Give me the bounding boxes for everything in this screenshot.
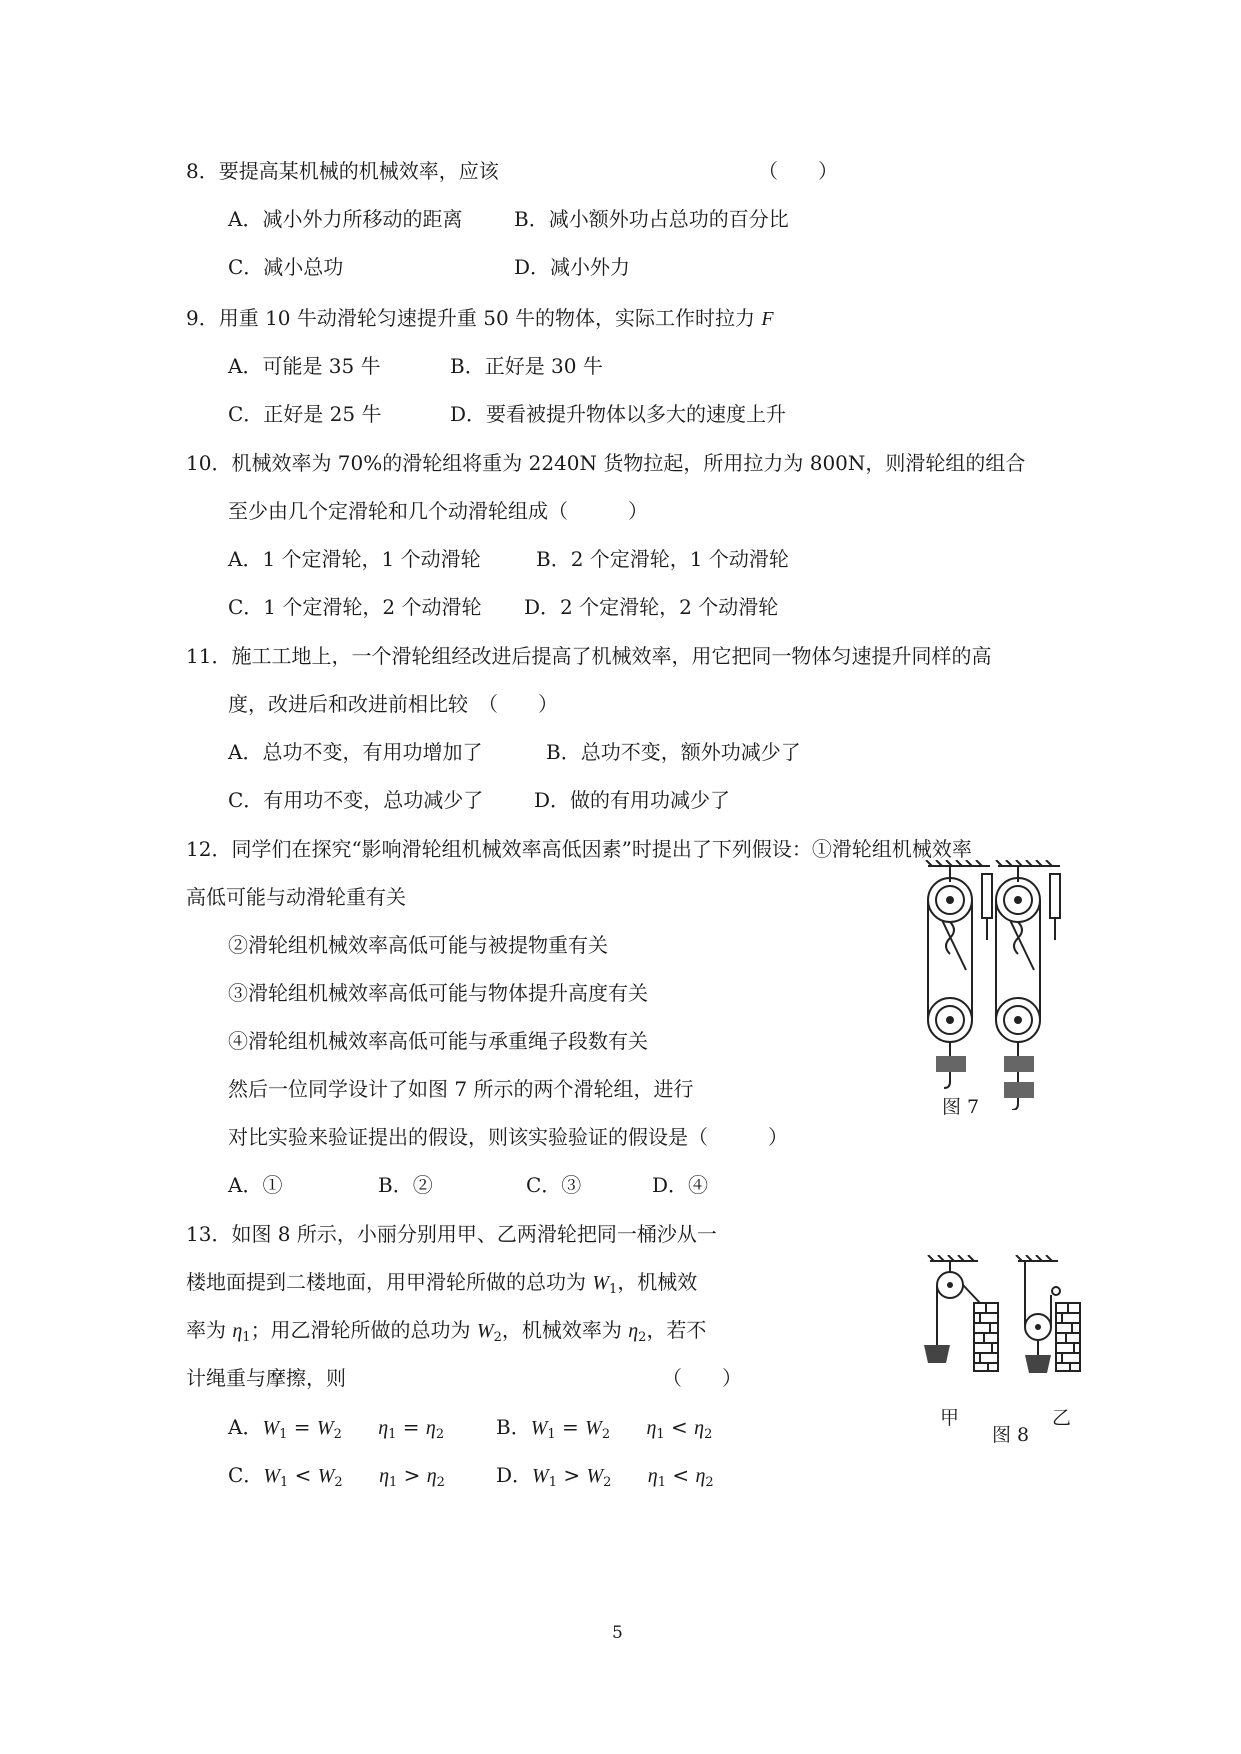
q12-option-d: D．④ <box>652 1173 709 1197</box>
q8-stem: 8．要提高某机械的机械效率，应该 <box>186 159 499 183</box>
q13-stem-line1: 13．如图 8 所示，小丽分别用甲、乙两滑轮把同一桶沙从一 <box>186 1222 717 1246</box>
figure-7-caption: 图 7 <box>942 1096 980 1118</box>
q12-option-a: A．① <box>228 1173 283 1197</box>
q13-option-a: A．$W_1 = W_2$ $\eta_1 = \eta_2$ <box>228 1415 445 1442</box>
figure-8-pulleys <box>900 1255 1100 1415</box>
q11-option-c: C．有用功不变，总功减少了 <box>228 788 484 812</box>
q12-option-b: B．② <box>378 1173 433 1197</box>
q11-option-d: D．做的有用功减少了 <box>534 788 731 812</box>
q10-stem-line2: 至少由几个定滑轮和几个动滑轮组成（ ） <box>228 499 648 523</box>
q8-option-a: A．减小外力所移动的距离 <box>228 207 463 231</box>
q8-option-b: B．减小额外功占总功的百分比 <box>514 207 789 231</box>
q9-option-b: B．正好是 30 牛 <box>450 354 603 378</box>
q12-stem-line2: 高低可能与动滑轮重有关 <box>186 885 406 909</box>
q12-hypothesis-3: ③滑轮组机械效率高低可能与物体提升高度有关 <box>228 981 648 1005</box>
q11-option-a: A．总功不变，有用功增加了 <box>228 740 483 764</box>
q8-option-d: D．减小外力 <box>514 255 631 279</box>
figure-8-caption: 图 8 <box>992 1424 1030 1446</box>
q12-tail-line1: 然后一位同学设计了如图 7 所示的两个滑轮组，进行 <box>228 1077 694 1101</box>
q11-stem-line2: 度，改进后和改进前相比较 （ ） <box>228 692 558 716</box>
fig7-right-pulley-set <box>996 860 1060 1110</box>
q13-stem-line3: 率为 $\eta_1$；用乙滑轮所做的总功为 $W_2$，机械效率为 $\eta_2$，若不 <box>186 1318 707 1345</box>
q10-option-c: C．1 个定滑轮，2 个动滑轮 <box>228 595 482 619</box>
q13-option-b: B．$W_1 = W_2$ $\eta_1 < \eta_2$ <box>496 1415 713 1442</box>
q9-option-a: A．可能是 35 牛 <box>228 354 381 378</box>
q11-option-b: B．总功不变，额外功减少了 <box>546 740 801 764</box>
q12-hypothesis-4: ④滑轮组机械效率高低可能与承重绳子段数有关 <box>228 1029 648 1053</box>
q10-stem-line1: 10．机械效率为 70%的滑轮组将重为 2240N 货物拉起，所用拉力为 800N，则滑轮组的组合 <box>186 451 1026 475</box>
q12-hypothesis-2: ②滑轮组机械效率高低可能与被提物重有关 <box>228 933 608 957</box>
q9-stem: 9．用重 10 牛动滑轮匀速提升重 50 牛的物体，实际工作时拉力 F <box>186 306 774 330</box>
q13-stem-line2: 楼地面提到二楼地面，用甲滑轮所做的总功为 $W_1$，机械效 <box>186 1270 698 1297</box>
q13-option-c: C．$W_1 < W_2$ $\eta_1 > \eta_2$ <box>228 1463 445 1490</box>
q10-option-a: A．1 个定滑轮，1 个动滑轮 <box>228 547 481 571</box>
fig8-yi-movable-pulley <box>1016 1255 1080 1373</box>
q9-option-d: D．要看被提升物体以多大的速度上升 <box>450 402 787 426</box>
q13-option-d: D．$W_1 > W_2$ $\eta_1 < \eta_2$ <box>496 1463 714 1490</box>
q13-stem-line4: 计绳重与摩擦，则 <box>186 1366 346 1390</box>
figure-7-pulley-systems <box>920 860 1070 1110</box>
q11-stem-line1: 11．施工工地上，一个滑轮组经改进后提高了机械效率，用它把同一物体匀速提升同样的高 <box>186 644 992 668</box>
fig8-jia-fixed-pulley <box>924 1255 998 1371</box>
q8-bracket: （ ） <box>758 159 838 183</box>
force-symbol: F <box>761 308 774 330</box>
page-number: 5 <box>612 1623 623 1643</box>
q10-option-b: B．2 个定滑轮，1 个动滑轮 <box>536 547 789 571</box>
q12-tail-line2: 对比实验来验证提出的假设，则该实验验证的假设是（ ） <box>228 1125 788 1149</box>
q10-option-d: D．2 个定滑轮，2 个动滑轮 <box>524 595 779 619</box>
q8-option-c: C．减小总功 <box>228 255 344 279</box>
fig7-left-pulley-set <box>926 860 992 1088</box>
q9-option-c: C．正好是 25 牛 <box>228 402 382 426</box>
q12-option-c: C．③ <box>526 1173 582 1197</box>
q13-bracket: （ ） <box>662 1366 742 1390</box>
figure-8-label-jia: 甲 <box>940 1407 960 1429</box>
figure-8-label-yi: 乙 <box>1052 1407 1072 1429</box>
q12-stem-line1: 12．同学们在探究“影响滑轮组机械效率高低因素”时提出了下列假设：①滑轮组机械效率 <box>186 837 972 861</box>
